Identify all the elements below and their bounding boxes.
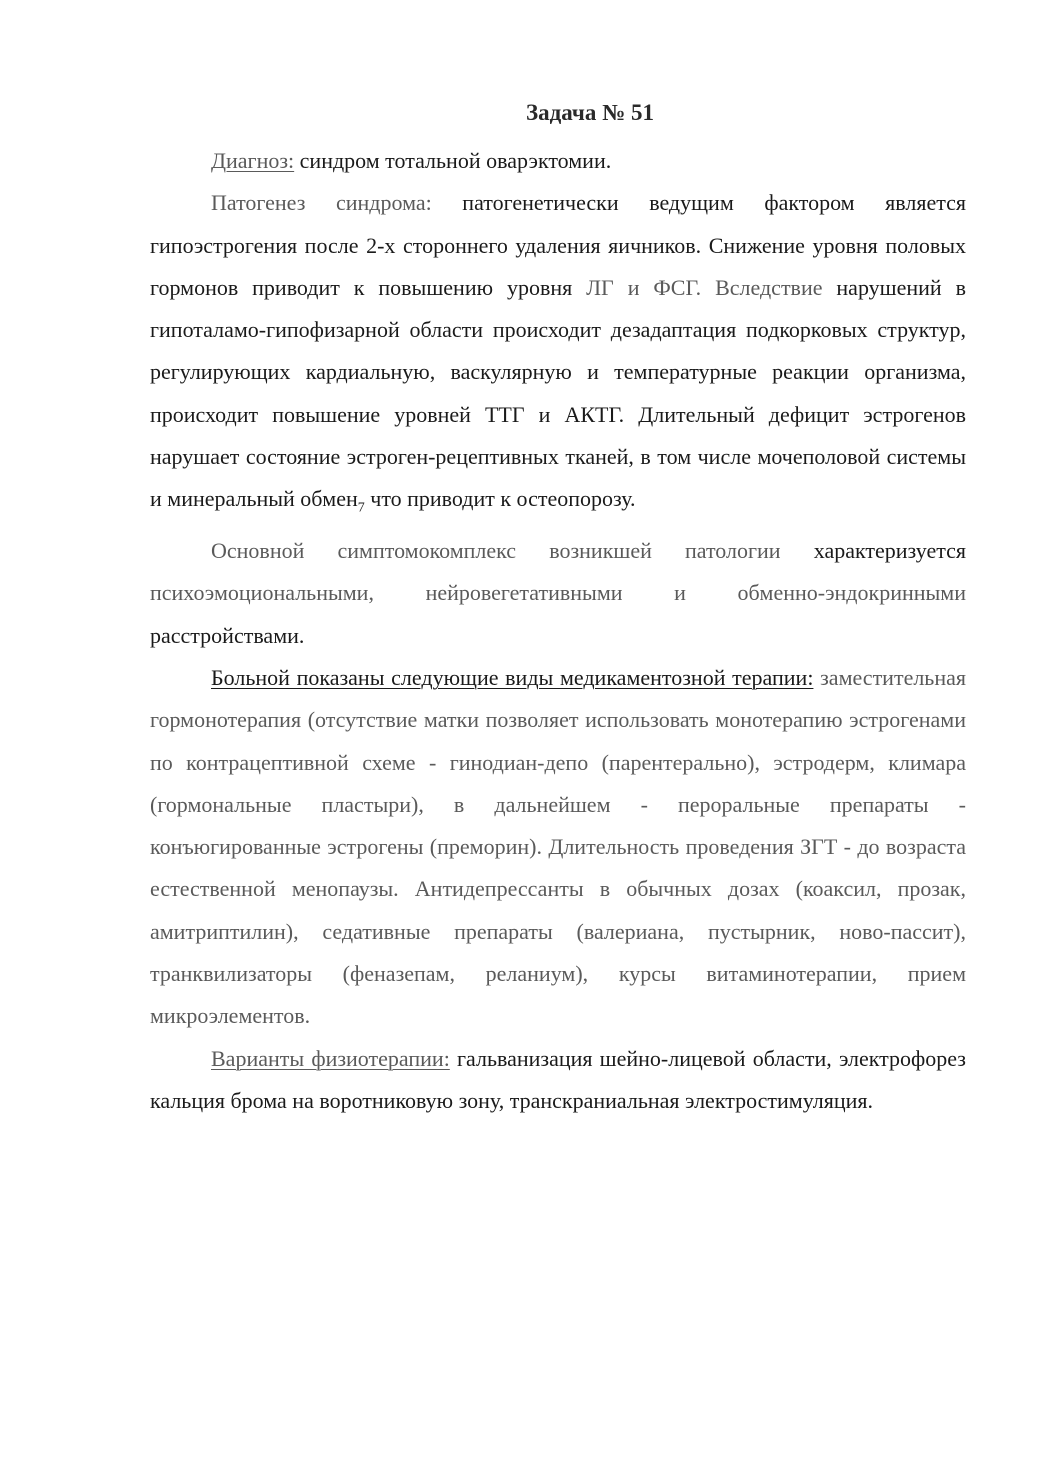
pathogenesis-text-1: патогенетически ведущим фактором является гипоэстрогения после 2-х стороннего удаления яичников. Снижение уровня половых гормонов приводит к повышению уровня <box>150 190 966 300</box>
pathogenesis-label: Патогенез синдрома: <box>211 190 432 216</box>
diagnosis-paragraph <box>150 140 966 182</box>
symptoms-label: Основной симптомокомплекс возникшей патологии <box>211 538 781 564</box>
diagnosis-text: синдром тотальной оварэктомии. <box>294 148 612 173</box>
pathogenesis-subscript: 7 <box>357 500 365 516</box>
symptoms-types: психоэмоциональными, нейровегетативными и обменно-эндокринными <box>150 580 966 606</box>
pathogenesis-hormones: ЛГ и ФСГ. Вследствие <box>586 274 823 300</box>
pathogenesis-paragraph <box>150 182 966 530</box>
therapy-paragraph <box>150 657 966 1038</box>
symptoms-text-2: расстройствами. <box>150 622 305 648</box>
pathogenesis-text-2: нарушений в гипоталамо-гипофизарной области происходит дезадаптация подкорковых структур, регулирующих кардиальную, васкулярную и температурные реакции организма, происходит повышение уровней ТТГ и АКТГ. Длительный дефицит эстрогенов нарушает состояние эстроген-рецептивных тканей, в том числе мочеполовой системы и минеральный обмен <box>150 274 966 512</box>
symptoms-paragraph <box>150 530 966 657</box>
physio-paragraph <box>150 1038 966 1123</box>
symptoms-text-1: характеризуется <box>780 538 966 564</box>
document-body <box>150 140 966 1122</box>
physio-label: Варианты физиотерапии: <box>211 1045 450 1071</box>
therapy-label: Больной показаны следующие виды медикаментозной терапии: <box>211 664 814 690</box>
pathogenesis-text-3: что приводит к остеопорозу. <box>364 486 636 512</box>
physio-text: гальванизация шейно-лицевой области, электрофорез кальция брома на воротниковую зону, транскраниальная электростимуляция. <box>150 1045 966 1113</box>
diagnosis-label: Диагноз: <box>211 148 295 173</box>
therapy-text: заместительная гормонотерапия (отсутствие матки позволяет использовать монотерапию эстрогенами по контрацептивной схеме - гинодиан-депо (парентерально), эстродерм, климара (гормональные пластыри), в дальнейшем - пероральные препараты - конъюгированные эстрогены (преморин). Длительность проведения ЗГТ - до возраста естественной менопаузы. Антидепрессанты в обычных дозах (коаксил, прозак, амитриптилин), седативные препараты (валериана, пустырник, ново-пассит), транквилизаторы (феназепам, реланиум), курсы витаминотерапии, прием микроэлементов. <box>150 664 967 1029</box>
task-title: Задача № 51 <box>526 100 654 125</box>
